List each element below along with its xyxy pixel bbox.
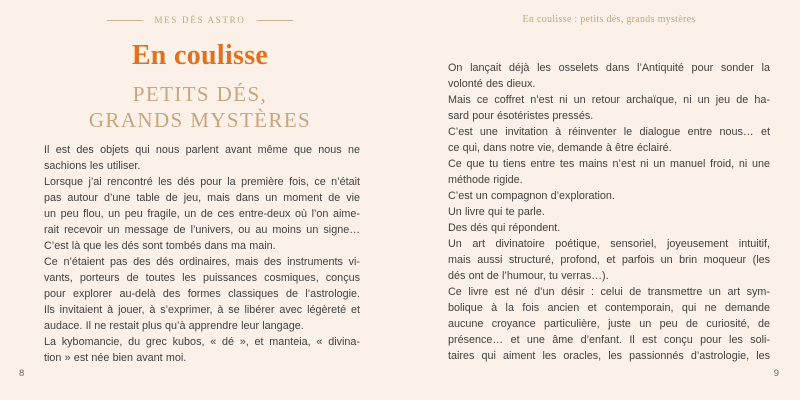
header-rule-right xyxy=(257,20,293,21)
body-line: C’est un compagnon d’exploration. xyxy=(448,190,615,202)
body-line: Un art divinatoire poétique, sensoriel, joyeusement intuitif, xyxy=(448,238,770,250)
chapter-subtitle-line1: PETITS DÉS, xyxy=(132,82,268,106)
body-line: Ils invitaient à jouer, à s’exprimer, à se libérer avec légèreté et xyxy=(44,304,360,316)
body-line: un peu flou, un peu fragile, un de ces entre-deux où l’on aime- xyxy=(44,208,360,220)
body-line: tion » est née bien avant moi. xyxy=(44,352,187,364)
body-line: présence… et une âme d’enfant. Il est conçu pour les soli- xyxy=(448,334,770,346)
chapter-subtitle-line2: GRANDS MYSTÈRES xyxy=(88,108,312,132)
body-line: volonté des dieux. xyxy=(448,78,536,90)
body-line: mais aussi structuré, profond, et parfois un brin moqueur (les xyxy=(448,254,770,266)
left-running-header xyxy=(0,15,400,25)
right-page xyxy=(400,0,800,400)
body-line: rait recevoir un message de l’univers, ou au moins un signe… xyxy=(44,224,360,236)
body-line: Un livre qui te parle. xyxy=(448,206,545,218)
body-line: C’est une invitation à réinventer le dialogue entre nous… et xyxy=(448,126,770,138)
chapter-title: En coulisse xyxy=(131,40,269,71)
body-line: taires qui aiment les oracles, les passionnés d’astrologie, les xyxy=(448,350,770,362)
body-line: méthode rigide. xyxy=(448,174,523,186)
body-line: C’est là que les dés sont tombés dans ma main. xyxy=(44,240,276,252)
right-page-number: 9 xyxy=(773,368,779,379)
body-line: Lorsque j’ai rencontré les dés pour la première fois, ce n’était xyxy=(44,176,360,188)
left-body-text xyxy=(44,142,360,366)
right-running-header-text: En coulisse : petits dés, grands mystères xyxy=(522,14,696,25)
body-line: sachions les utiliser. xyxy=(44,160,141,172)
body-line: Mais ce coffret n’est ni un retour archaïque, ni un jeu de ha- xyxy=(448,94,770,106)
body-line: On lançait déjà les osselets dans l’Antiquité pour sonder la xyxy=(448,62,770,74)
body-line: Ce livre est né d’un désir : celui de transmettre un art sym- xyxy=(448,286,770,298)
left-page-number: 8 xyxy=(19,368,25,379)
body-line: La kybomancie, du grec kubos, « dé », et manteia, « divina- xyxy=(44,336,360,348)
chapter-subtitle xyxy=(0,81,400,133)
body-line: Il est des objets qui nous parlent avant même que nous ne xyxy=(44,144,360,156)
body-line: pas autour d’une table de jeu, mais dans un moment de vie xyxy=(44,192,360,204)
body-line: Ce que tu tiens entre tes mains n’est ni un manuel froid, ni une xyxy=(448,158,770,170)
body-line: vants, porteurs de toutes les puissances cosmiques, conçus xyxy=(44,272,360,284)
body-line: sard pour ésotéristes pressés. xyxy=(448,110,594,122)
left-running-header-text: MES DÉS ASTRO xyxy=(154,15,246,25)
body-line: aucune croyance particulière, juste un peu de curiosité, de xyxy=(448,318,770,330)
body-line: dés ont de l’humour, tu verras…). xyxy=(448,270,609,282)
header-rule-left xyxy=(107,20,143,21)
body-line: Ce n’étaient pas des dés ordinaires, mais des instruments vi- xyxy=(44,256,360,268)
body-line: pour explorer au-delà des formes classiques de l’astrologie. xyxy=(44,288,360,300)
body-line: Des dés qui répondent. xyxy=(448,222,561,234)
body-line: ce qui, dans notre vie, demande à être éclairé. xyxy=(448,142,672,154)
body-line: audace. Il ne restait plus qu’à apprendre leur langage. xyxy=(44,320,304,332)
right-body-text xyxy=(448,60,770,364)
body-line: bolique à la fois ancien et contemporain, qui ne demande xyxy=(448,302,770,314)
